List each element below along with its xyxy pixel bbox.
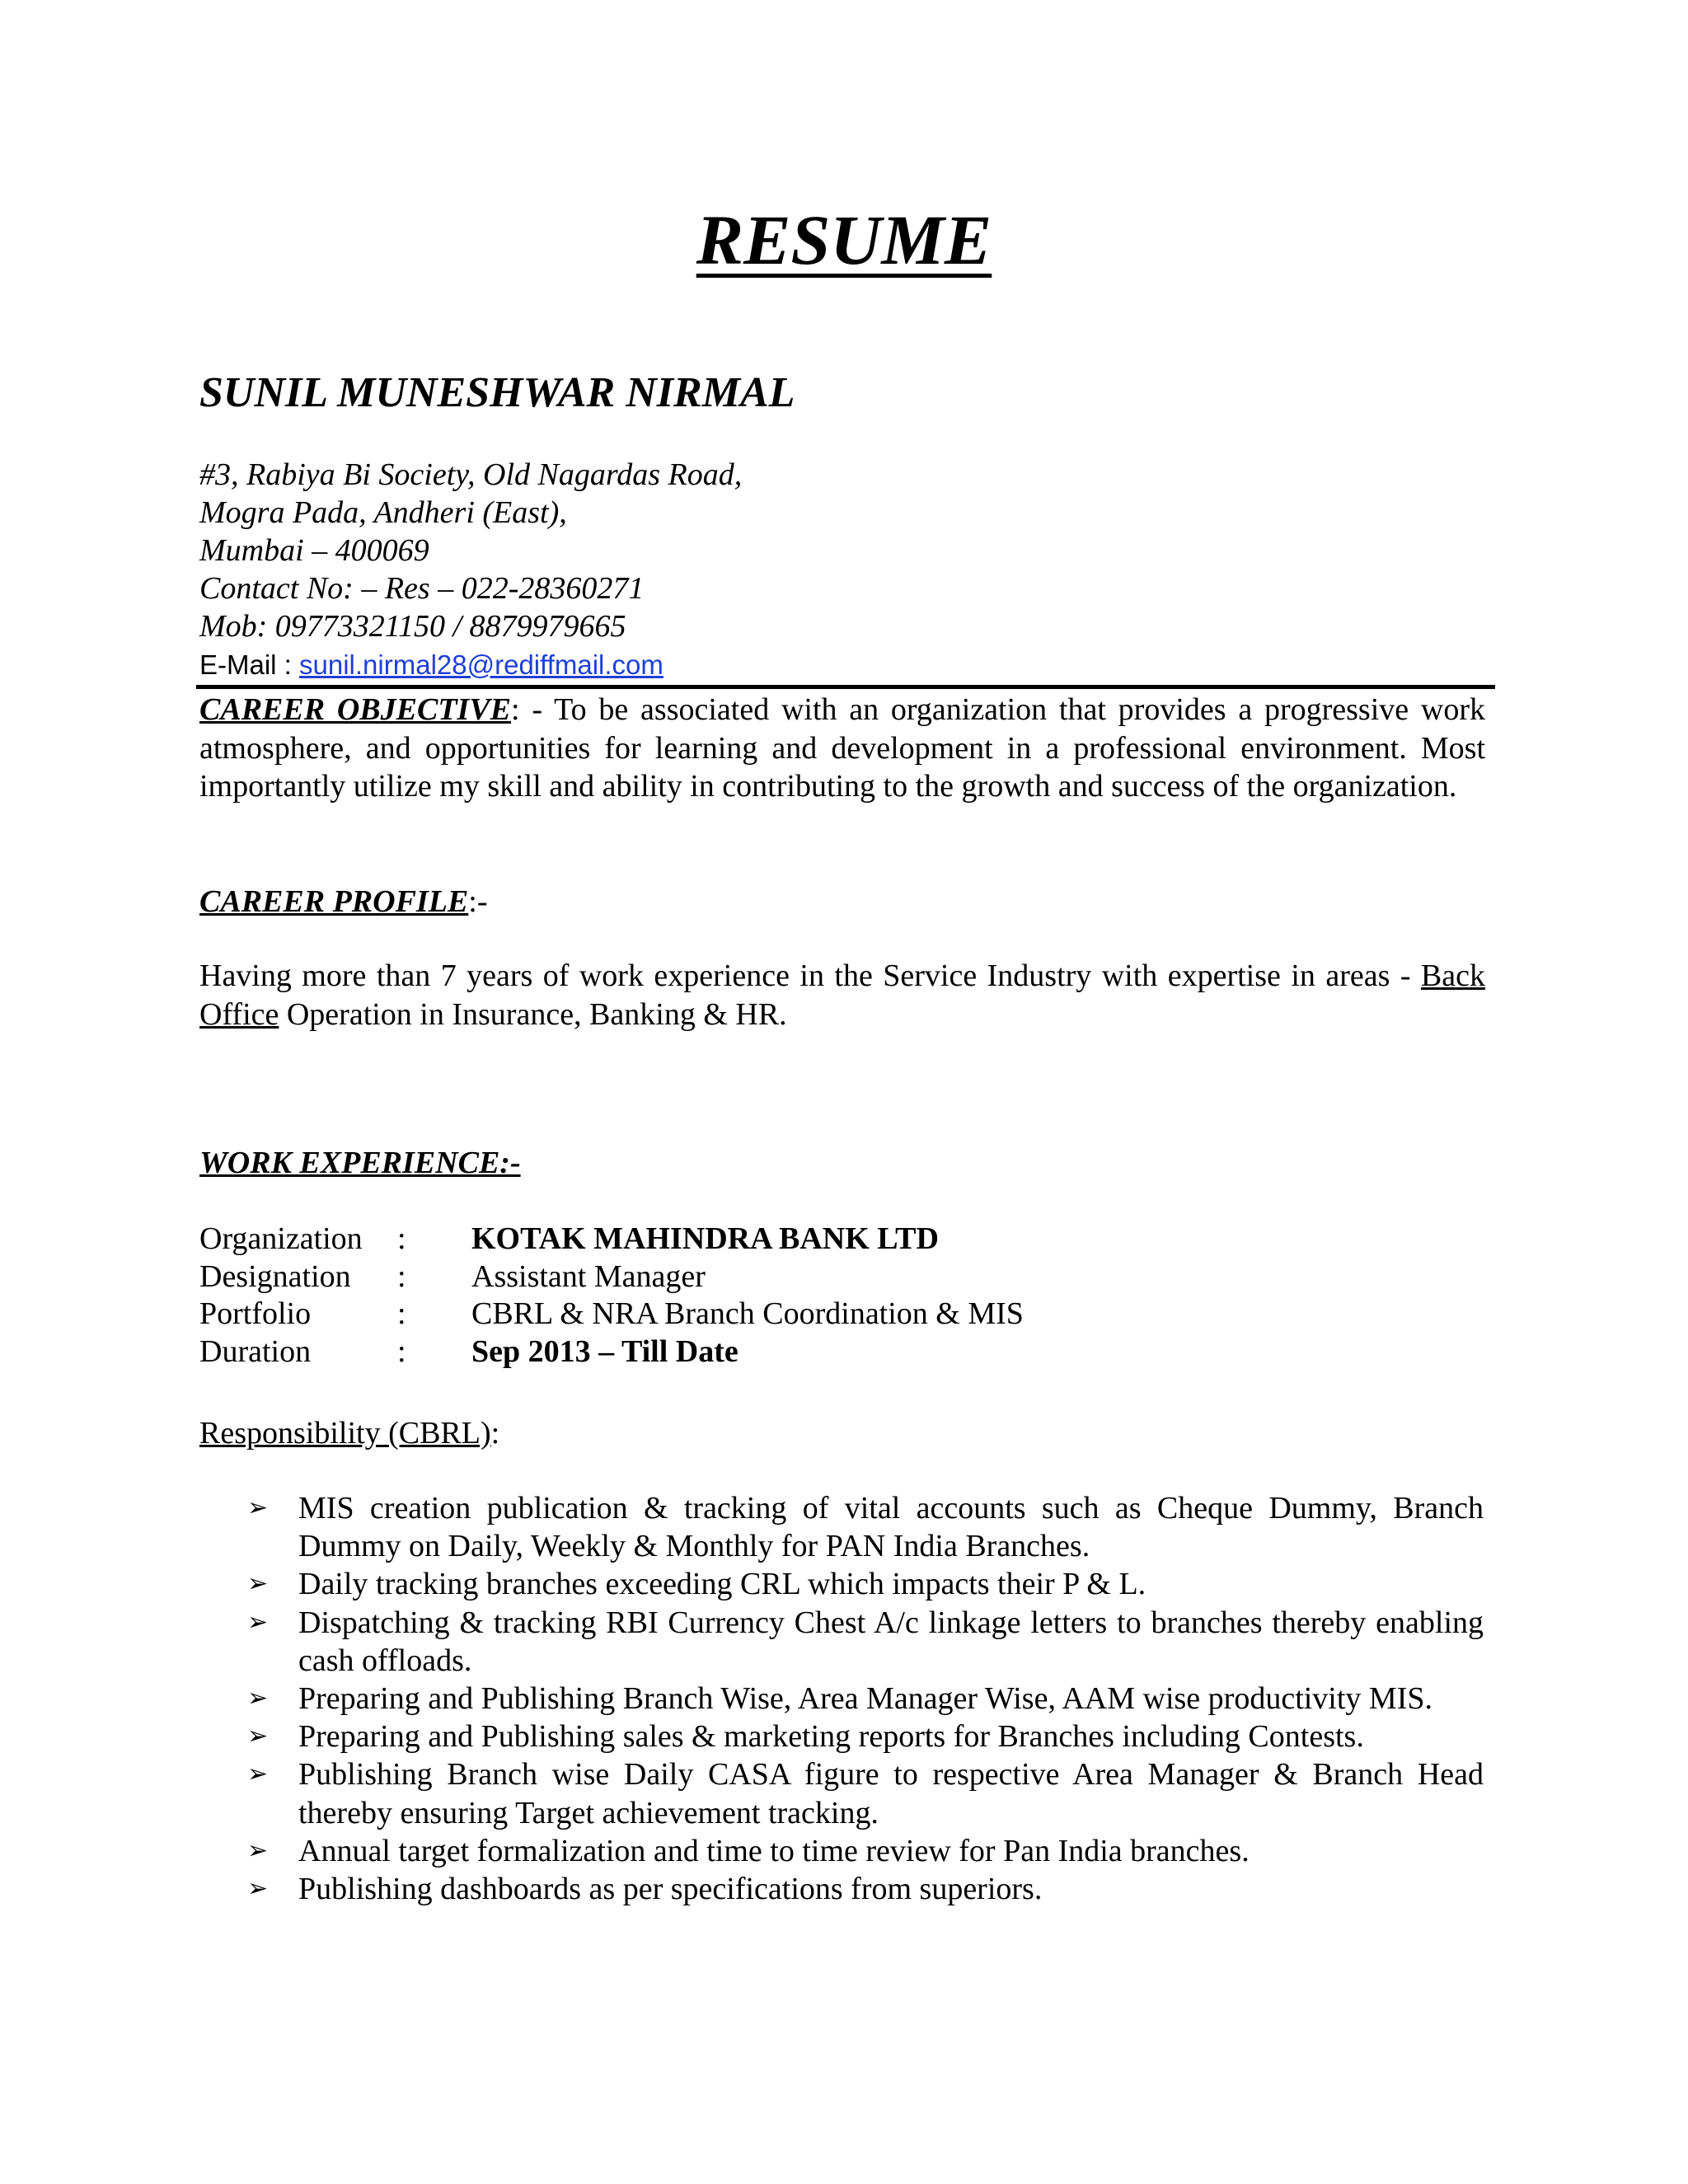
arrowhead-bullet-icon: ➢ [247, 1722, 269, 1751]
job-detail-row [199, 1258, 1024, 1296]
mobile-line: Mob: 09773321150 / 8879979665 [199, 609, 626, 644]
career-profile-text-before: Having more than 7 years of work experience in the Service Industry with expertise in areas - [199, 958, 1421, 993]
career-profile-text-after: Operation in Insurance, Banking & HR. [279, 996, 787, 1032]
resume-title: RESUME [696, 200, 992, 279]
portfolio-value: CBRL & NRA Branch Coordination & MIS [471, 1296, 1024, 1331]
list-item-text: MIS creation publication & tracking of vital accounts such as Cheque Dummy, Branch Dummy on Daily, Weekly & Monthly for PAN India Branches. [298, 1491, 1484, 1564]
list-item [247, 1565, 1484, 1603]
career-profile-underlined: Back Office [199, 958, 1485, 1032]
responsibility-list [247, 1489, 1484, 1908]
list-item-text: Annual target formalization and time to time review for Pan India branches. [298, 1833, 1250, 1868]
responsibility-heading: Responsibility (CBRL) [199, 1416, 491, 1451]
arrowhead-bullet-icon: ➢ [247, 1874, 269, 1904]
job-detail-colon: : [397, 1333, 406, 1369]
career-objective-text: To be associated with an organization that provides a progressive work atmosphere, and opportunities for learning and development in a professional environment. Most importantly utilize my skill and ability in contributing to the growth and success of the organization. [199, 692, 1485, 804]
work-experience-heading-line [199, 1144, 1485, 1183]
arrowhead-bullet-icon: ➢ [247, 1607, 269, 1637]
job-detail-key: Designation [199, 1258, 351, 1294]
list-item-text: Preparing and Publishing Branch Wise, Area Manager Wise, AAM wise productivity MIS. [298, 1681, 1432, 1717]
horizontal-divider [196, 685, 1495, 689]
list-item [247, 1489, 1484, 1565]
contact-line: Contact No: – Res – 022-28360271 [199, 571, 645, 606]
list-item-text: Publishing Branch wise Daily CASA figure to respective Area Manager & Branch Head thereby ensuring Target achievement tracking. [298, 1757, 1484, 1830]
list-item [247, 1680, 1484, 1718]
list-item-text: Daily tracking branches exceeding CRL which impacts their P & L. [298, 1567, 1146, 1602]
arrowhead-bullet-icon: ➢ [247, 1835, 269, 1865]
address-line: #3, Rabiya Bi Society, Old Nagardas Road, [199, 457, 743, 492]
list-item [247, 1870, 1484, 1908]
organization-value: KOTAK MAHINDRA BANK LTD [471, 1221, 939, 1256]
job-detail-colon: : [397, 1296, 406, 1331]
career-profile-separator: :- [468, 884, 488, 919]
email-label: E-Mail : [199, 649, 300, 680]
list-item-text: Dispatching & tracking RBI Currency Chest A/c linkage letters to branches thereby enabling cash offloads. [298, 1605, 1484, 1678]
arrowhead-bullet-icon: ➢ [247, 1684, 269, 1713]
arrowhead-bullet-icon: ➢ [247, 1569, 269, 1599]
career-profile-heading: CAREER PROFILE [199, 884, 469, 919]
arrowhead-bullet-icon: ➢ [247, 1760, 269, 1789]
candidate-name: SUNIL MUNESHWAR NIRMAL [199, 369, 795, 416]
career-profile-heading-line [199, 883, 1485, 921]
list-item [247, 1832, 1484, 1870]
career-objective-separator: : - [511, 692, 555, 727]
responsibility-colon: : [490, 1416, 500, 1451]
job-detail-key: Duration [199, 1333, 312, 1369]
job-detail-row [199, 1333, 1024, 1371]
career-objective-heading: CAREER OBJECTIVE [199, 692, 512, 727]
list-item [247, 1604, 1484, 1680]
arrowhead-bullet-icon: ➢ [247, 1493, 269, 1522]
list-item-text: Preparing and Publishing sales & marketing reports for Branches including Contests. [298, 1719, 1364, 1755]
career-profile-text [199, 957, 1485, 1033]
address-line: Mumbai – 400069 [199, 533, 429, 568]
designation-value: Assistant Manager [471, 1258, 706, 1294]
job-detail-colon: : [397, 1221, 406, 1256]
work-experience-heading: WORK EXPERIENCE:- [199, 1146, 521, 1180]
address-line: Mogra Pada, Andheri (East), [199, 495, 567, 530]
responsibility-heading-line [199, 1414, 499, 1452]
list-item [247, 1755, 1484, 1831]
email-line [199, 646, 663, 684]
job-detail-row [199, 1221, 1024, 1258]
email-link[interactable]: sunil.nirmal28@rediffmail.com [299, 649, 663, 680]
list-item [247, 1718, 1484, 1755]
address-block [199, 456, 742, 645]
job-details [199, 1221, 1024, 1371]
job-detail-key: Portfolio [199, 1296, 312, 1331]
duration-value: Sep 2013 – Till Date [471, 1333, 738, 1369]
job-detail-row [199, 1296, 1024, 1333]
job-detail-colon: : [397, 1258, 406, 1294]
job-detail-key: Organization [199, 1221, 363, 1256]
list-item-text: Publishing dashboards as per specifications from superiors. [298, 1872, 1043, 1907]
career-objective-section [199, 691, 1485, 806]
